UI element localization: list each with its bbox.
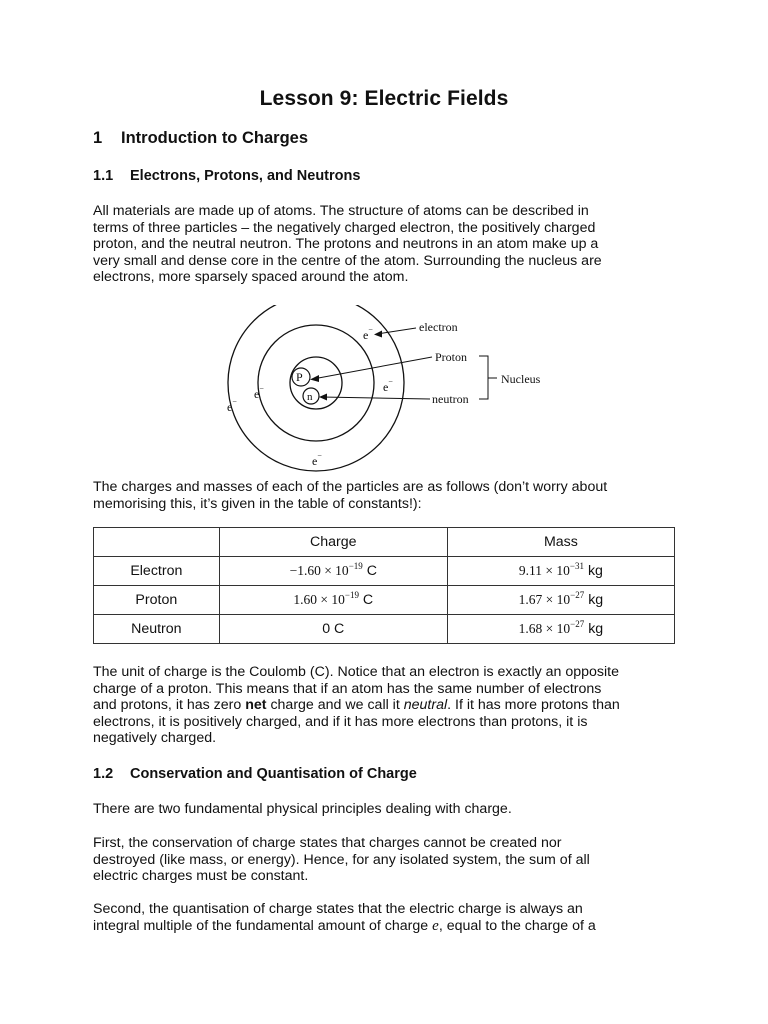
- particle-name: Neutron: [94, 615, 220, 644]
- quantisation-paragraph: [93, 901, 673, 934]
- label-nucleus: Nucleus: [501, 372, 541, 386]
- particle-name: Proton: [94, 586, 220, 615]
- bold-net: net: [245, 697, 267, 714]
- electron-symbol: e−: [312, 451, 322, 468]
- conservation-paragraph: [93, 835, 673, 885]
- italic-neutral: neutral: [403, 697, 448, 714]
- section-number: 1: [93, 129, 103, 147]
- table-row: [94, 557, 675, 586]
- table-row: [94, 615, 675, 644]
- text-line: proton, and the neutral neutron. The protons and neutrons in an atom make up a: [93, 236, 599, 253]
- text-line: First, the conservation of charge states that charges cannot be created nor: [93, 835, 562, 851]
- section-1-heading: [93, 129, 308, 148]
- label-proton: Proton: [435, 350, 468, 364]
- charge-symbol-e: e: [432, 917, 439, 934]
- charge-cell: $-1.60 \times 10^{-19}$ C: [219, 557, 447, 586]
- section-number: 1.1: [93, 168, 114, 184]
- text-line: All materials are made up of atoms. The structure of atoms can be described in: [93, 203, 589, 219]
- section-1-2-heading: [93, 766, 417, 782]
- neutron-arrow: [322, 397, 430, 399]
- text-line: The charges and masses of each of the particles are as follows (don’t worry about: [93, 479, 608, 495]
- header-cell: Mass: [447, 528, 674, 557]
- text-line: electrons, more sparsely spaced around the atom.: [93, 269, 409, 286]
- mass-cell: $1.68 \times 10^{-27}$ kg: [447, 615, 674, 644]
- proton-symbol: P: [296, 370, 303, 384]
- middle-orbit: [258, 325, 374, 441]
- mass-cell: $1.67 \times 10^{-27}$ kg: [447, 586, 674, 615]
- electron-symbol: e−: [254, 384, 264, 401]
- text-line: memorising this, it’s given in the table of constants!):: [93, 495, 422, 512]
- electron-symbol: e−: [227, 397, 237, 414]
- electron-arrow: [377, 328, 416, 334]
- text-line: negatively charged.: [93, 730, 217, 747]
- text-line: and protons, it has zero net charge and we call it neutral. If it has more protons than: [93, 697, 620, 714]
- charge-unit-paragraph: [93, 664, 673, 747]
- text-line: terms of three particles – the negatively charged electron, the positively charged: [93, 219, 596, 236]
- mass-cell: $9.11 \times 10^{-31}$ kg: [447, 557, 674, 586]
- text-line: Second, the quantisation of charge states that the electric charge is always an: [93, 901, 583, 917]
- section-number: 1.2: [93, 766, 114, 782]
- section-title: Introduction to Charges: [121, 129, 308, 147]
- nucleus-bracket: [479, 356, 488, 399]
- text-line: very small and dense core in the centre of the atom. Surrounding the nucleus are: [93, 252, 602, 269]
- electron-symbol: e−: [383, 377, 393, 394]
- charge-cell: 0 C: [219, 615, 447, 644]
- principles-paragraph: [93, 801, 673, 818]
- table-intro-paragraph: [93, 479, 673, 512]
- text-line: charge of a proton. This means that if an atom has the same number of electrons: [93, 680, 602, 697]
- particle-name: Electron: [94, 557, 220, 586]
- electron-symbol: e−: [363, 325, 373, 342]
- text-line: There are two fundamental physical principles dealing with charge.: [93, 801, 512, 817]
- label-electron: electron: [419, 320, 458, 334]
- table-header-row: [94, 528, 675, 557]
- proton-arrow: [313, 357, 432, 379]
- text-line: electrons, it is positively charged, and if it has more electrons than protons, it is: [93, 713, 588, 730]
- header-cell: [94, 528, 220, 557]
- table-row: [94, 586, 675, 615]
- particle-properties-table: [93, 527, 675, 644]
- section-title: Electrons, Protons, and Neutrons: [130, 168, 361, 184]
- text-line: integral multiple of the fundamental amount of charge e, equal to the charge of a: [93, 917, 596, 934]
- text-line: The unit of charge is the Coulomb (C). Notice that an electron is exactly an opposite: [93, 664, 619, 680]
- charge-cell: $1.60 \times 10^{-19}$ C: [219, 586, 447, 615]
- page-title: Lesson 9: Electric Fields: [259, 87, 509, 110]
- atom-diagram: [220, 305, 560, 475]
- text-line: destroyed (like mass, or energy). Hence, for any isolated system, the sum of all: [93, 851, 590, 868]
- intro-paragraph: [93, 203, 673, 286]
- header-cell: Charge: [219, 528, 447, 557]
- label-neutron: neutron: [432, 392, 469, 406]
- text-line: electric charges must be constant.: [93, 868, 309, 885]
- neutron-symbol: n: [307, 391, 313, 403]
- section-title: Conservation and Quantisation of Charge: [130, 766, 417, 782]
- section-1-1-heading: [93, 168, 360, 184]
